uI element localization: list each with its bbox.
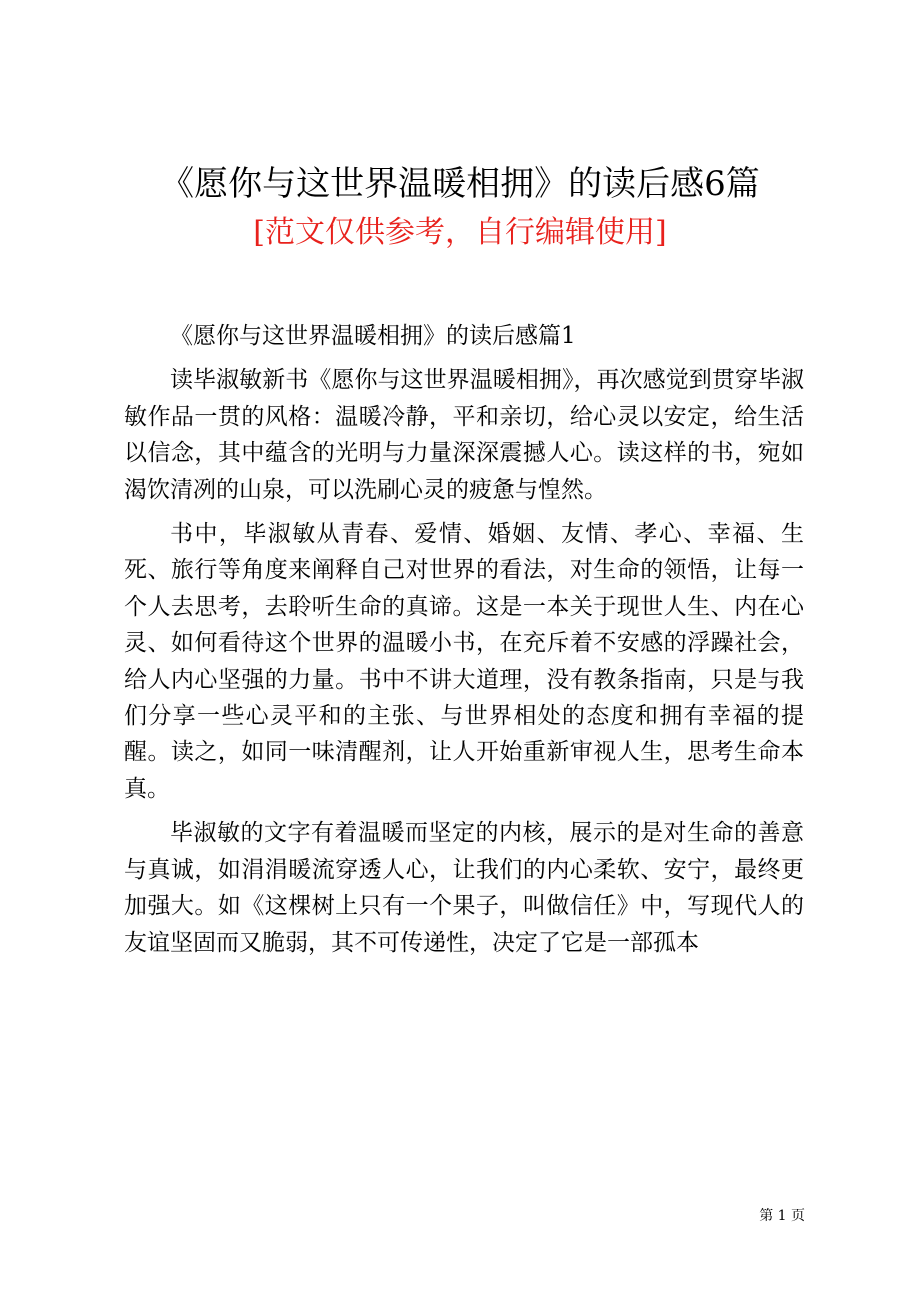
document-subtitle: [范文仅供参考，自行编辑使用] <box>253 215 667 250</box>
page-number: 第 1 页 <box>759 1208 805 1224</box>
document-body <box>124 318 804 969</box>
paragraph-1: 读毕淑敏新书《愿你与这世界温暖相拥》，再次感觉到贯穿毕淑敏作品一贯的风格：温暖冷静，平和亲切，给心灵以安定，给生活以信念，其中蕴含的光明与力量深深震撼人心。读这样的书，宛如渴饮清冽的山泉，可以洗刷心灵的疲惫与惶然。 <box>124 367 804 503</box>
paragraph-3: 毕淑敏的文字有着温暖而坚定的内核，展示的是对生命的善意与真诚，如涓涓暖流穿透人心，让我们的内心柔软、安宁，最终更加强大。如《这棵树上只有一个果子，叫做信任》中，写现代人的友谊坚固而又脆弱，其不可传递性，决定了它是一部孤本 <box>124 820 804 956</box>
section-heading: 《愿你与这世界温暖相拥》的读后感篇1 <box>170 323 576 349</box>
document-title: 《愿你与这世界温暖相拥》的读后感6篇 <box>160 164 760 204</box>
paragraph-2: 书中，毕淑敏从青春、爱情、婚姻、友情、孝心、幸福、生死、旅行等角度来阐释自己对世界的看法，对生命的领悟，让每一个人去思考，去聆听生命的真谛。这是一本关于现世人生、内在心灵、如何看待这个世界的温暖小书，在充斥着不安感的浮躁社会，给人内心坚强的力量。书中不讲大道理，没有教条指南，只是与我们分享一些心灵平和的主张、与世界相处的态度和拥有幸福的提醒。读之，如同一味清醒剂，让人开始重新审视人生，思考生命本真。 <box>124 521 804 802</box>
